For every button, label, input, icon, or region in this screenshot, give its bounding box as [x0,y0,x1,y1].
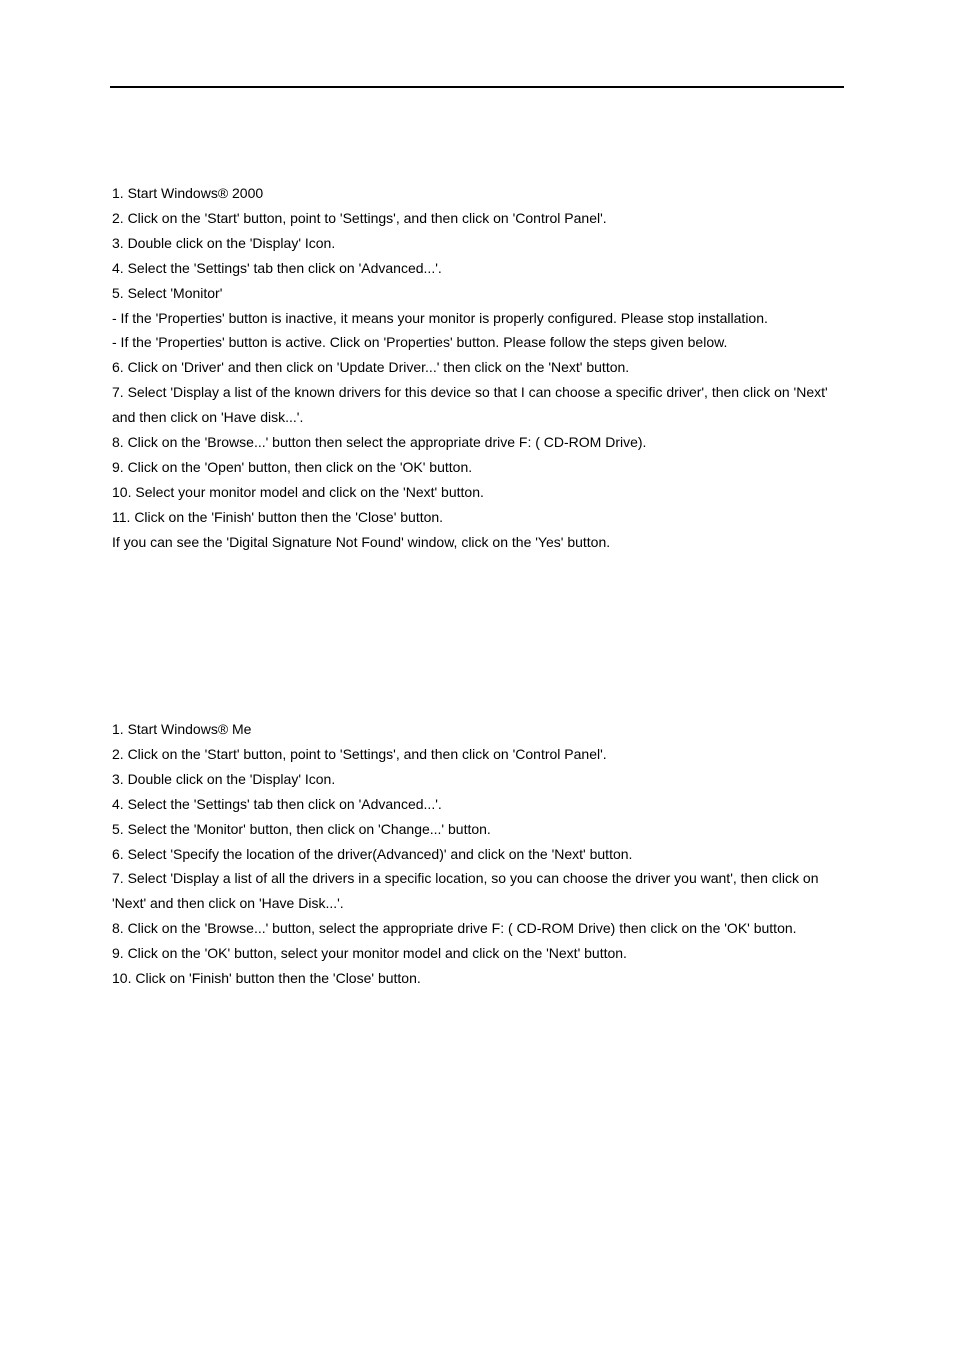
instruction-line: 3. Double click on the 'Display' Icon. [112,770,336,787]
instruction-line: - If the 'Properties' button is active. Click on 'Properties' button. Please follow the steps given below. [112,334,728,351]
instruction-line: and then click on 'Have disk...'. [112,409,304,426]
instruction-line: 9. Click on the 'OK' button, select your monitor model and click on the 'Next' button. [112,945,627,962]
instruction-line: 4. Select the 'Settings' tab then click on 'Advanced...'. [112,259,442,276]
instruction-line: 7. Select 'Display a list of all the drivers in a specific location, so you can choose the driver you want', then click on [112,870,819,887]
windows-2000-instructions [112,181,847,555]
instruction-line: 1. Start Windows® 2000 [112,185,264,201]
instruction-line: 4. Select the 'Settings' tab then click on 'Advanced...'. [112,795,442,812]
instruction-line: 6. Select 'Specify the location of the driver(Advanced)' and click on the 'Next' button. [112,845,633,862]
instruction-line: 10. Select your monitor model and click on the 'Next' button. [112,483,484,500]
instruction-line: 5. Select 'Monitor' [112,284,223,301]
windows-me-instructions [112,717,847,991]
instruction-line: 10. Click on 'Finish' button then the 'Close' button. [112,970,421,987]
instruction-line: 3. Double click on the 'Display' Icon. [112,234,336,251]
instruction-line: 7. Select 'Display a list of the known drivers for this device so that I can choose a specific driver', then click on 'Next' [112,384,828,401]
instruction-line: 'Next' and then click on 'Have Disk...'. [112,895,344,912]
instruction-line: 5. Select the 'Monitor' button, then click on 'Change...' button. [112,820,491,837]
instruction-line: 8. Click on the 'Browse...' button then select the appropriate drive F: ( CD-ROM Drive). [112,434,647,451]
instruction-line: 9. Click on the 'Open' button, then click on the 'OK' button. [112,458,473,475]
instruction-line: 2. Click on the 'Start' button, point to 'Settings', and then click on 'Control Panel'. [112,745,607,762]
instruction-line: 2. Click on the 'Start' button, point to 'Settings', and then click on 'Control Panel'. [112,209,607,226]
instruction-line: 1. Start Windows® Me [112,721,252,737]
header-rule [110,86,844,88]
instruction-line: If you can see the 'Digital Signature Not Found' window, click on the 'Yes' button. [112,533,611,550]
instruction-line: 6. Click on 'Driver' and then click on 'Update Driver...' then click on the 'Next' button. [112,359,630,376]
instruction-line: 11. Click on the 'Finish' button then the 'Close' button. [112,508,444,525]
instruction-line: 8. Click on the 'Browse...' button, select the appropriate drive F: ( CD-ROM Drive) then click on the 'OK' button. [112,920,797,937]
instruction-line: - If the 'Properties' button is inactive, it means your monitor is properly configured. Please stop installation. [112,309,768,326]
